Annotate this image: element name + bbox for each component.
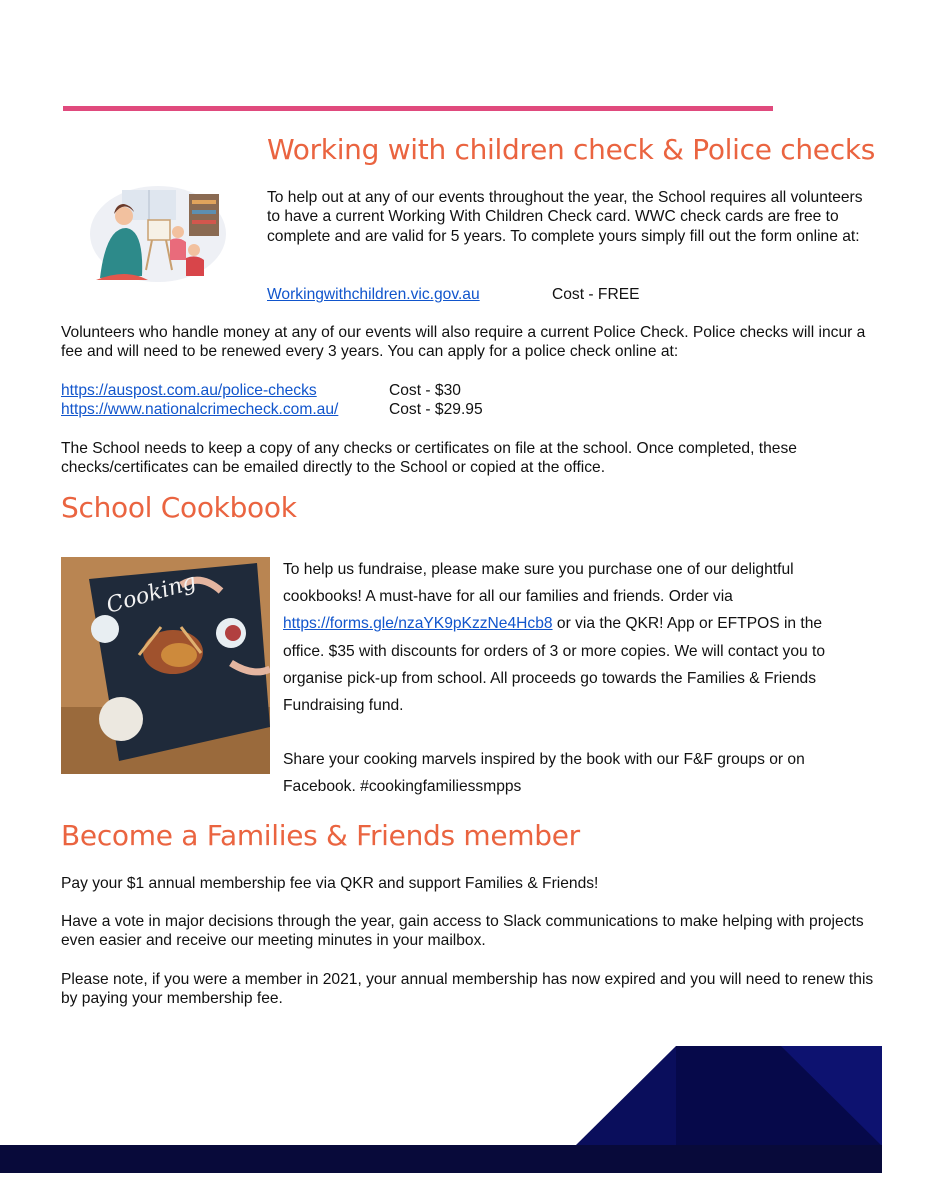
membership-fee-text: Pay your $1 annual membership fee via QKR and support Families & Friends! — [61, 875, 599, 892]
cookbook-photo — [61, 557, 270, 774]
membership-benefits-text: Have a vote in major decisions through the year, gain access to Slack communications to make helping with projects even easier and receive our meeting minutes in your mailbox. — [61, 913, 864, 950]
auspost-cost: Cost - $30 — [389, 382, 461, 399]
cookbook-text-after-link: or via the QKR! App or EFTPOS in the office. $35 with discounts for orders of 3 or more copies. We will contact you to organise pick-up from school. All proceeds go towards the Families & Friends Fundraising fund. — [283, 615, 825, 715]
membership-expiry-note: Please note, if you were a member in 2021, your annual membership has now expired and you will need to renew this by paying your membership fee. — [61, 971, 874, 1008]
cookbook-share-text: Share your cooking marvels inspired by the book with our F&F groups or on Facebook. #cookingfamiliessmpps — [283, 751, 805, 796]
cookbook-order-link[interactable]: https://forms.gle/nzaYK9pKzzNe4Hcb8 — [283, 615, 553, 633]
cookbook-cover-title: Cooking — [103, 569, 200, 619]
volunteer-illustration — [86, 180, 228, 288]
membership-heading: Become a Families & Friends member — [61, 819, 580, 852]
cookbook-description — [283, 556, 858, 719]
wwc-link[interactable]: Workingwithchildren.vic.gov.au — [267, 286, 480, 303]
wwc-cost: Cost - FREE — [552, 286, 640, 303]
checks-filing-text: The School needs to keep a copy of any checks or certificates on file at the school. Once completed, these checks/certificates can be emailed directly to the School or copied at the office. — [61, 440, 797, 477]
nationalcrimecheck-link[interactable]: https://www.nationalcrimecheck.com.au/ — [61, 401, 339, 418]
wwc-intro-text: To help out at any of our events throughout the year, the School requires all volunteers to have a current Working With Children Check card. WWC check cards are free to complete and are valid for 5 years. To complete yours simply fill out the form online at: — [267, 189, 863, 245]
cookbook-text-before-link: To help us fundraise, please make sure you purchase one of our delightful cookbooks! A must-have for all our families and friends. Order via — [283, 561, 794, 606]
auspost-link[interactable]: https://auspost.com.au/police-checks — [61, 382, 317, 399]
police-check-text: Volunteers who handle money at any of our events will also require a current Police Check. Police checks will incur a fee and will need to be renewed every 3 years. You can apply for a police check online at: — [61, 324, 866, 361]
nationalcrimecheck-cost: Cost - $29.95 — [389, 401, 483, 418]
cookbook-heading: School Cookbook — [61, 491, 297, 524]
wwc-heading: Working with children check & Police checks — [267, 133, 876, 166]
cookbook-text-block — [283, 556, 858, 801]
footer-bar — [0, 1145, 882, 1173]
header-divider — [63, 106, 773, 111]
